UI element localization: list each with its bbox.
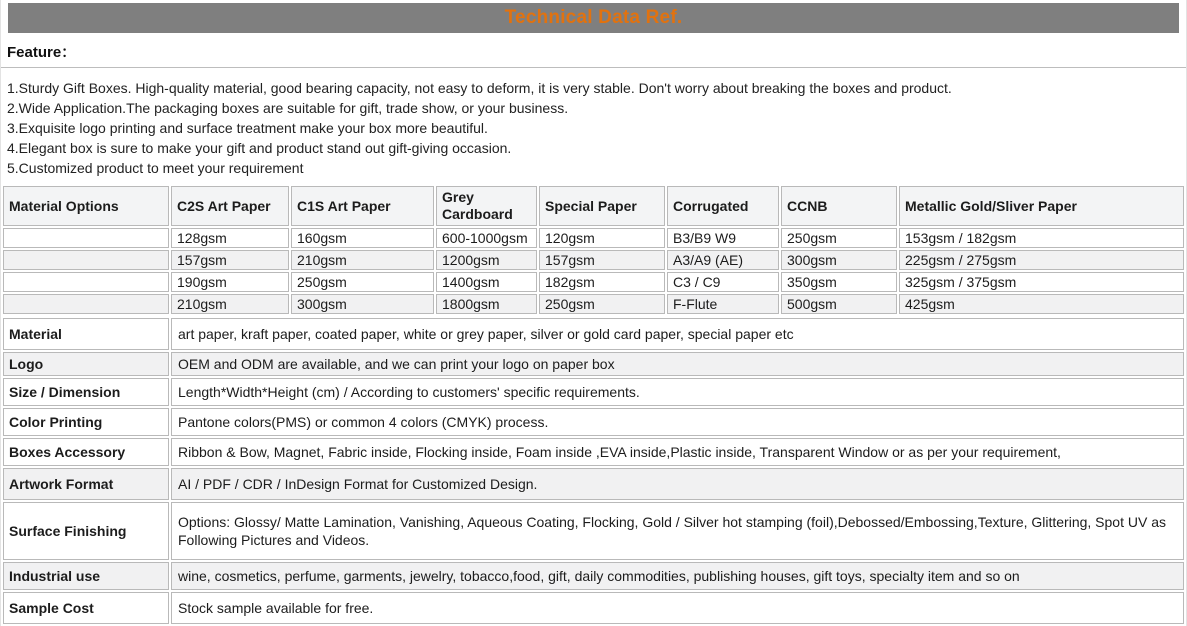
material-cell: 500gsm bbox=[781, 294, 897, 314]
spec-value-logo: OEM and ODM are available, and we can print your logo on paper box bbox=[171, 352, 1184, 376]
material-cell: F-Flute bbox=[667, 294, 779, 314]
page-title: Technical Data Ref. bbox=[504, 7, 683, 28]
material-cell bbox=[3, 228, 169, 248]
spec-row-industrial-use bbox=[3, 562, 1184, 590]
material-cell: C3 / C9 bbox=[667, 272, 779, 292]
spec-value-material: art paper, kraft paper, coated paper, white or grey paper, silver or gold card paper, special paper etc bbox=[171, 318, 1184, 350]
spec-row-size-dimension bbox=[3, 378, 1184, 406]
feature-item-5: 5.Customized product to meet your requirement bbox=[7, 160, 304, 176]
spec-label-logo: Logo bbox=[3, 352, 169, 376]
material-cell: 160gsm bbox=[291, 228, 434, 248]
spec-label-boxes-accessory: Boxes Accessory bbox=[3, 438, 169, 466]
material-cell: 1200gsm bbox=[436, 250, 537, 270]
material-cell: 350gsm bbox=[781, 272, 897, 292]
spec-row-surface-finishing bbox=[3, 502, 1184, 560]
material-cell: 250gsm bbox=[291, 272, 434, 292]
header-cell-corrugated: Corrugated bbox=[667, 186, 779, 226]
feature-heading bbox=[1, 35, 1186, 68]
feature-item-4: 4.Elegant box is sure to make your gift and product stand out gift-giving occasion. bbox=[7, 140, 512, 156]
feature-item-3: 3.Exquisite logo printing and surface treatment make your box more beautiful. bbox=[7, 120, 488, 136]
spec-label-surface-finishing: Surface Finishing bbox=[3, 502, 169, 560]
spec-label-sample-cost: Sample Cost bbox=[3, 592, 169, 624]
material-cell: 157gsm bbox=[539, 250, 665, 270]
specs-table bbox=[1, 316, 1186, 626]
material-cell: 300gsm bbox=[291, 294, 434, 314]
material-cell bbox=[3, 250, 169, 270]
material-cell: 120gsm bbox=[539, 228, 665, 248]
spec-label-industrial-use: Industrial use bbox=[3, 562, 169, 590]
header-cell-c2s-art-paper: C2S Art Paper bbox=[171, 186, 289, 226]
material-cell: 210gsm bbox=[171, 294, 289, 314]
spec-value-artwork-format: AI / PDF / CDR / InDesign Format for Customized Design. bbox=[171, 468, 1184, 500]
spec-row-sample-cost bbox=[3, 592, 1184, 624]
material-cell: 157gsm bbox=[171, 250, 289, 270]
spec-row-color-printing bbox=[3, 408, 1184, 436]
material-cell: 153gsm / 182gsm bbox=[899, 228, 1184, 248]
spec-value-size-dimension: Length*Width*Height (cm) / According to customers' specific requirements. bbox=[171, 378, 1184, 406]
spec-label-artwork-format: Artwork Format bbox=[3, 468, 169, 500]
spec-value-sample-cost: Stock sample available for free. bbox=[171, 592, 1184, 624]
material-cell: 325gsm / 375gsm bbox=[899, 272, 1184, 292]
material-cell: 600-1000gsm bbox=[436, 228, 537, 248]
material-row-1 bbox=[3, 228, 1184, 248]
spec-value-surface-finishing: Options: Glossy/ Matte Lamination, Vanishing, Aqueous Coating, Flocking, Gold / Silver hot stamping (foil),Debossed/Embossing,Texture, Glittering, Spot UV as Following Pictures and Videos. bbox=[171, 502, 1184, 560]
feature-item-2: 2.Wide Application.The packaging boxes are suitable for gift, trade show, or your business. bbox=[7, 100, 569, 116]
title-bar bbox=[8, 3, 1179, 33]
material-cell: 225gsm / 275gsm bbox=[899, 250, 1184, 270]
material-cell: 250gsm bbox=[539, 294, 665, 314]
material-cell bbox=[3, 294, 169, 314]
spec-label-color-printing: Color Printing bbox=[3, 408, 169, 436]
material-options-table bbox=[1, 184, 1186, 316]
material-row-2 bbox=[3, 250, 1184, 270]
feature-heading-label: Feature： bbox=[7, 44, 77, 61]
material-row-4 bbox=[3, 294, 1184, 314]
material-cell: 190gsm bbox=[171, 272, 289, 292]
material-cell: 300gsm bbox=[781, 250, 897, 270]
spec-label-material: Material bbox=[3, 318, 169, 350]
material-cell: 210gsm bbox=[291, 250, 434, 270]
spec-label-size-dimension: Size / Dimension bbox=[3, 378, 169, 406]
material-cell: 1800gsm bbox=[436, 294, 537, 314]
header-cell-c1s-art-paper: C1S Art Paper bbox=[291, 186, 434, 226]
feature-item-1: 1.Sturdy Gift Boxes. High-quality material, good bearing capacity, not easy to deform, it is very stable. Don't worry about breaking the boxes and product. bbox=[7, 80, 952, 96]
material-cell: 128gsm bbox=[171, 228, 289, 248]
header-cell-special-paper: Special Paper bbox=[539, 186, 665, 226]
spec-row-artwork-format bbox=[3, 468, 1184, 500]
material-row-3 bbox=[3, 272, 1184, 292]
header-cell-metallic-paper: Metallic Gold/Sliver Paper bbox=[899, 186, 1184, 226]
material-cell: A3/A9 (AE) bbox=[667, 250, 779, 270]
material-cell: B3/B9 W9 bbox=[667, 228, 779, 248]
spec-row-material bbox=[3, 318, 1184, 350]
spec-value-industrial-use: wine, cosmetics, perfume, garments, jewelry, tobacco,food, gift, daily commodities, publishing houses, gift toys, specialty item and so on bbox=[171, 562, 1184, 590]
feature-list bbox=[1, 68, 1186, 184]
header-cell-grey-cardboard: Grey Cardboard bbox=[436, 186, 537, 226]
spec-row-boxes-accessory bbox=[3, 438, 1184, 466]
spec-row-logo bbox=[3, 352, 1184, 376]
material-cell: 425gsm bbox=[899, 294, 1184, 314]
material-cell: 182gsm bbox=[539, 272, 665, 292]
material-cell bbox=[3, 272, 169, 292]
header-cell-material-options: Material Options bbox=[3, 186, 169, 226]
spec-value-boxes-accessory: Ribbon & Bow, Magnet, Fabric inside, Flocking inside, Foam inside ,EVA inside,Plastic inside, Transparent Window or as per your requirement, bbox=[171, 438, 1184, 466]
spec-value-color-printing: Pantone colors(PMS) or common 4 colors (CMYK) process. bbox=[171, 408, 1184, 436]
material-cell: 250gsm bbox=[781, 228, 897, 248]
material-cell: 1400gsm bbox=[436, 272, 537, 292]
header-cell-ccnb: CCNB bbox=[781, 186, 897, 226]
material-options-header-row bbox=[3, 186, 1184, 226]
